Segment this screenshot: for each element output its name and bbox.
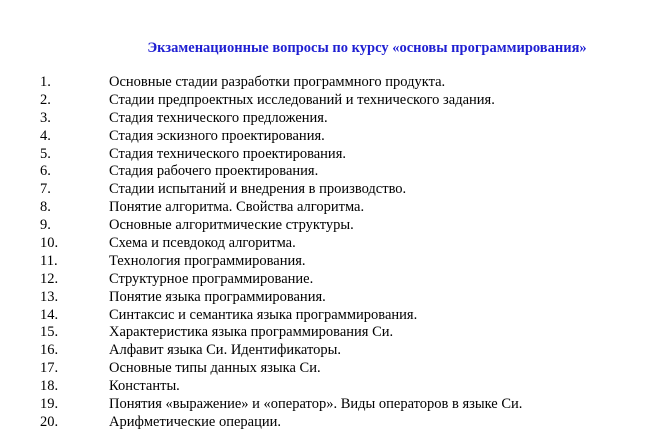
question-text: Понятие алгоритма. Свойства алгоритма. (109, 199, 365, 216)
question-text: Константы. (109, 378, 180, 395)
question-number: 7. (40, 181, 51, 198)
question-text: Основные алгоритмические структуры. (109, 217, 354, 234)
question-text: Стадия технического проектирования. (109, 145, 346, 162)
question-text: Алфавит языка Си. Идентификаторы. (109, 342, 342, 359)
question-text: Арифметические операции. (109, 413, 282, 430)
question-number: 20. (40, 413, 59, 430)
question-text: Стадии испытаний и внедрения в производство. (109, 181, 407, 198)
question-number: 10. (40, 235, 59, 252)
question-number: 15. (40, 324, 59, 341)
document-title: Экзаменационные вопросы по курсу «основы программирования» (147, 40, 587, 56)
question-number: 8. (40, 199, 51, 216)
question-number: 1. (40, 74, 51, 90)
question-text: Стадии предпроектных исследований и технического задания. (109, 91, 495, 108)
question-number: 6. (40, 163, 51, 180)
question-number: 4. (40, 127, 51, 144)
question-number: 9. (40, 217, 51, 234)
question-text: Технология программирования. (109, 252, 306, 269)
question-number: 19. (40, 396, 59, 413)
question-text: Понятие языка программирования. (109, 288, 326, 305)
question-number: 3. (40, 109, 51, 126)
question-number: 14. (40, 306, 59, 323)
question-text: Стадия технического предложения. (109, 109, 328, 126)
question-text: Синтаксис и семантика языка программирования. (109, 306, 418, 323)
question-text: Основные стадии разработки программного продукта. (109, 74, 446, 90)
question-number: 2. (40, 91, 51, 108)
question-text: Стадия эскизного проектирования. (109, 127, 325, 144)
question-text: Понятия «выражение» и «оператор». Виды операторов в языке Си. (109, 396, 523, 413)
question-text: Основные типы данных языка Си. (109, 360, 321, 377)
question-text: Структурное программирование. (109, 270, 314, 287)
question-number: 12. (40, 270, 59, 287)
question-number: 17. (40, 360, 59, 377)
question-number: 16. (40, 342, 59, 359)
question-text: Стадия рабочего проектирования. (109, 163, 319, 180)
question-text: Характеристика языка программирования Си. (109, 324, 394, 341)
question-number: 18. (40, 378, 59, 395)
question-number: 13. (40, 288, 59, 305)
question-number: 5. (40, 145, 51, 162)
question-text: Схема и псевдокод алгоритма. (109, 235, 296, 252)
question-number: 11. (40, 252, 58, 269)
